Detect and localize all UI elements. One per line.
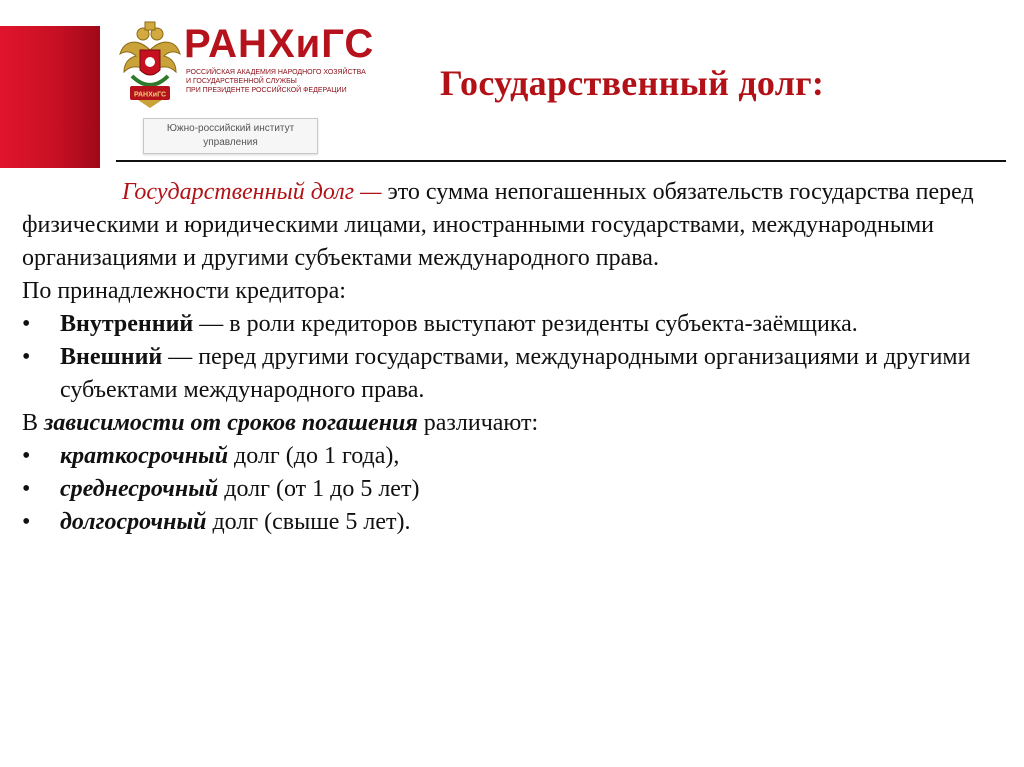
definition-text: это сумма непогашенных обязательств государства перед физическими и юридическими лицами, иностранными государствами, международными организациями и другими субъектами международного права. xyxy=(22,179,974,271)
item-term: краткосрочный xyxy=(60,443,229,469)
term-heading-prefix: В xyxy=(22,410,45,436)
slide-content xyxy=(22,176,982,539)
bullet-icon: • xyxy=(22,443,31,469)
item-term: долгосрочный xyxy=(60,509,207,535)
item-term: Внешний xyxy=(60,344,163,370)
definition-paragraph xyxy=(22,176,982,275)
list-item xyxy=(22,341,982,407)
item-text: долг (от 1 до 5 лет) xyxy=(218,476,420,502)
item-term: среднесрочный xyxy=(60,476,219,502)
bullet-icon: • xyxy=(22,311,31,337)
term-heading-suffix: различают: xyxy=(417,410,539,436)
term-heading xyxy=(22,407,982,440)
logo-subtitle-line: ПРИ ПРЕЗИДЕНТЕ РОССИЙСКОЙ ФЕДЕРАЦИИ xyxy=(186,87,347,94)
logo-subtitle-line: РОССИЙСКАЯ АКАДЕМИЯ НАРОДНОГО ХОЗЯЙСТВА xyxy=(186,69,366,76)
emblem-ribbon-text: РАНХиГС xyxy=(133,91,167,99)
item-text: — в роли кредиторов выступают резиденты субъекта-заёмщика. xyxy=(193,311,858,337)
list-item xyxy=(22,506,982,539)
slide-title: Государственный долг: xyxy=(440,63,825,103)
item-text: долг (до 1 года), xyxy=(228,443,400,469)
logo-subtitle-line: И ГОСУДАРСТВЕННОЙ СЛУЖБЫ xyxy=(186,78,297,85)
item-text: долг (свыше 5 лет). xyxy=(206,509,411,535)
definition-term: Государственный долг — xyxy=(122,179,382,205)
creditor-list xyxy=(22,308,982,407)
list-item xyxy=(22,308,982,341)
institute-line: Южно-российский институт xyxy=(166,123,295,134)
list-item xyxy=(22,473,982,506)
maturity-list xyxy=(22,440,982,539)
bullet-icon: • xyxy=(22,344,31,370)
logo-subtitle xyxy=(186,68,366,95)
logo-name: РАНХиГС xyxy=(184,22,375,66)
item-term: Внутренний xyxy=(60,311,194,337)
term-heading-emphasis: зависимости от сроков погашения xyxy=(44,410,418,436)
list-item xyxy=(22,440,982,473)
bullet-icon: • xyxy=(22,509,31,535)
title-divider xyxy=(116,160,1006,162)
creditor-heading: По принадлежности кредитора: xyxy=(22,278,346,304)
ranepa-logo xyxy=(118,20,375,110)
eagle-emblem-icon xyxy=(118,20,182,108)
institute-label xyxy=(143,118,318,154)
item-text: — перед другими государствами, международными организациями и другими субъектами международного права. xyxy=(60,344,971,403)
institute-line: управления xyxy=(203,137,258,148)
bullet-icon: • xyxy=(22,476,31,502)
red-side-bar xyxy=(0,26,100,168)
